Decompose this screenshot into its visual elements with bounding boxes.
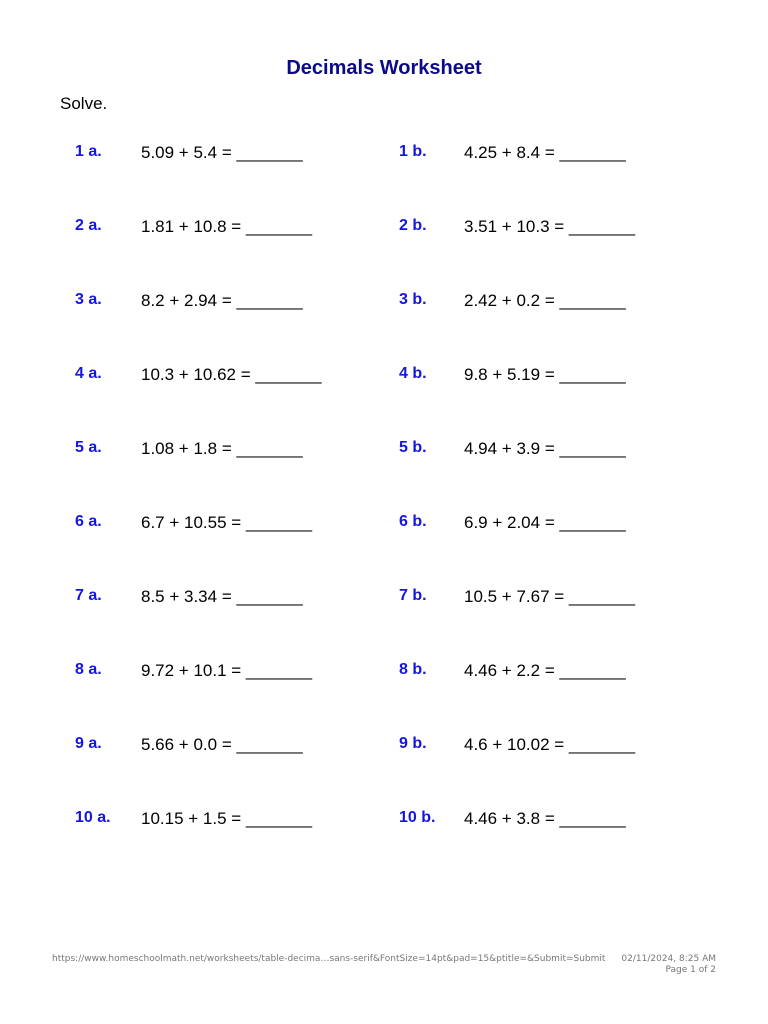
problem-label: 7 b. — [399, 587, 427, 604]
problem-row — [0, 362, 768, 436]
problem-expression: 10.3 + 10.62 = _______ — [141, 365, 322, 384]
problem-expression: 2.42 + 0.2 = _______ — [464, 291, 626, 310]
problem-row — [0, 806, 768, 880]
problem-expression: 6.9 + 2.04 = _______ — [464, 513, 626, 532]
problem-row — [0, 288, 768, 362]
problem-label: 2 b. — [399, 217, 427, 234]
problem-label: 5 b. — [399, 439, 427, 456]
footer-url: https://www.homeschoolmath.net/worksheets/table-decima…sans-serif&FontSize=14pt&pad=15&ptitle=&Submit=Submit — [52, 954, 606, 964]
problem-expression: 5.66 + 0.0 = _______ — [141, 735, 303, 754]
problem-label: 5 a. — [75, 439, 102, 456]
problem-label: 7 a. — [75, 587, 102, 604]
problem-row — [0, 214, 768, 288]
footer-meta — [621, 954, 716, 976]
problem-expression: 4.94 + 3.9 = _______ — [464, 439, 626, 458]
problem-row — [0, 510, 768, 584]
problem-label: 1 b. — [399, 143, 427, 160]
problem-label: 3 a. — [75, 291, 102, 308]
instructions: Solve. — [60, 94, 108, 113]
problem-label: 8 b. — [399, 661, 427, 678]
problem-label: 6 b. — [399, 513, 427, 530]
problem-expression: 3.51 + 10.3 = _______ — [464, 217, 636, 236]
problem-label: 3 b. — [399, 291, 427, 308]
problem-expression: 9.72 + 10.1 = _______ — [141, 661, 313, 680]
problem-label: 10 b. — [399, 809, 436, 826]
problem-expression: 4.25 + 8.4 = _______ — [464, 143, 626, 162]
problem-expression: 4.46 + 3.8 = _______ — [464, 809, 626, 828]
problem-label: 4 a. — [75, 365, 102, 382]
problem-label: 1 a. — [75, 143, 102, 160]
problem-expression: 1.81 + 10.8 = _______ — [141, 217, 313, 236]
problem-row — [0, 436, 768, 510]
problem-row — [0, 732, 768, 806]
problem-expression: 1.08 + 1.8 = _______ — [141, 439, 303, 458]
problem-expression: 4.6 + 10.02 = _______ — [464, 735, 636, 754]
problem-expression: 5.09 + 5.4 = _______ — [141, 143, 303, 162]
problem-label: 10 a. — [75, 809, 111, 826]
problem-label: 8 a. — [75, 661, 102, 678]
footer-datetime: 02/11/2024, 8:25 AM — [621, 954, 716, 964]
problem-label: 4 b. — [399, 365, 427, 382]
problem-expression: 8.5 + 3.34 = _______ — [141, 587, 303, 606]
problem-list — [0, 140, 768, 880]
problem-row — [0, 140, 768, 214]
problem-label: 2 a. — [75, 217, 102, 234]
footer-page-number: Page 1 of 2 — [665, 965, 716, 975]
problem-expression: 10.15 + 1.5 = _______ — [141, 809, 313, 828]
problem-label: 9 a. — [75, 735, 102, 752]
problem-row — [0, 584, 768, 658]
page-title: Decimals Worksheet — [286, 57, 482, 79]
problem-expression: 8.2 + 2.94 = _______ — [141, 291, 303, 310]
problem-expression: 10.5 + 7.67 = _______ — [464, 587, 636, 606]
problem-expression: 4.46 + 2.2 = _______ — [464, 661, 626, 680]
problem-label: 9 b. — [399, 735, 427, 752]
problem-row — [0, 658, 768, 732]
problem-expression: 6.7 + 10.55 = _______ — [141, 513, 313, 532]
problem-expression: 9.8 + 5.19 = _______ — [464, 365, 626, 384]
problem-label: 6 a. — [75, 513, 102, 530]
